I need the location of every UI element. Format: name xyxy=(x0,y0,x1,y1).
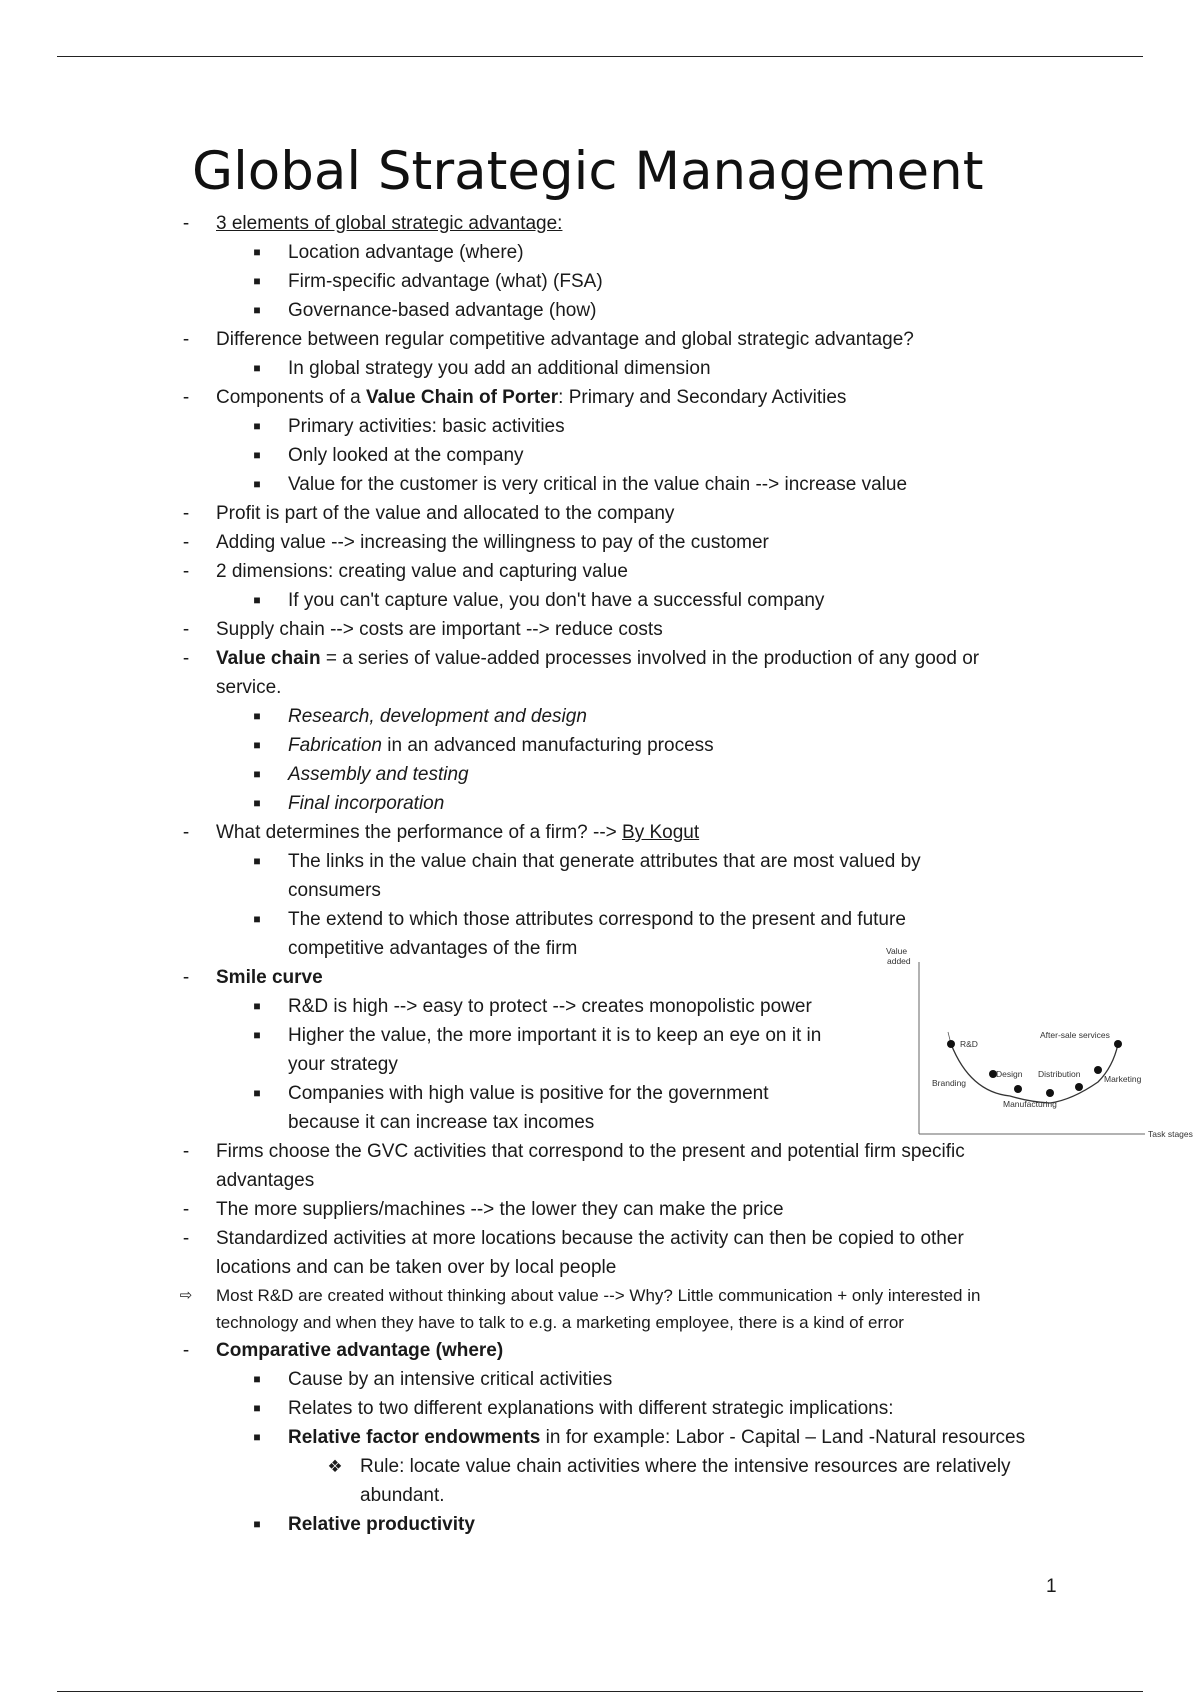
square-bullet: ■ xyxy=(253,912,261,926)
item-text: R&D is high --> easy to protect --> creates monopolistic power xyxy=(288,996,812,1017)
item-text: your strategy xyxy=(288,1054,398,1075)
bold-term: Value chain xyxy=(216,648,321,669)
list-item xyxy=(0,1394,1200,1423)
dash-bullet: - xyxy=(182,1228,190,1249)
smile-curve-line xyxy=(951,1044,1118,1103)
list-item xyxy=(0,586,1200,615)
list-item-continuation xyxy=(0,876,1200,905)
dash-bullet: - xyxy=(182,387,190,408)
list-item xyxy=(0,789,1200,818)
page-number: 1 xyxy=(1046,1576,1057,1597)
item-text: consumers xyxy=(288,880,381,901)
item-text: locations and can be taken over by local people xyxy=(216,1257,617,1278)
dash-bullet: - xyxy=(182,503,190,524)
text-run: in for example: Labor - Capital – Land -Natural resources xyxy=(540,1427,1026,1448)
list-item xyxy=(0,528,1200,557)
list-item xyxy=(0,760,1200,789)
item-text: Supply chain --> costs are important --> reduce costs xyxy=(216,619,663,640)
list-item-continuation xyxy=(0,1309,1200,1336)
square-bullet: ■ xyxy=(253,1372,261,1386)
label-branding: Branding xyxy=(932,1078,967,1088)
label-after-sale: After-sale services xyxy=(1040,1030,1110,1040)
label-distribution: Distribution xyxy=(1038,1069,1081,1079)
item-text: Cause by an intensive critical activities xyxy=(288,1369,613,1390)
square-bullet: ■ xyxy=(253,854,261,868)
item-text: 2 dimensions: creating value and capturing value xyxy=(216,561,628,582)
item-text: because it can increase tax incomes xyxy=(288,1112,595,1133)
bottom-rule xyxy=(57,1691,1143,1692)
item-text: Most R&D are created without thinking about value --> Why? Little communication + only interested in xyxy=(216,1286,981,1305)
list-item xyxy=(0,557,1200,586)
list-item xyxy=(0,383,1200,412)
point-manufacturing xyxy=(1046,1089,1054,1097)
dash-bullet: - xyxy=(182,1340,190,1361)
top-rule xyxy=(57,56,1143,57)
list-item xyxy=(0,1224,1200,1253)
item-text: Profit is part of the value and allocated to the company xyxy=(216,503,675,524)
item-text: Final incorporation xyxy=(288,793,445,814)
item-text: advantages xyxy=(216,1170,315,1191)
item-text: Firms choose the GVC activities that correspond to the present and potential firm specific xyxy=(216,1141,965,1162)
item-text: Companies with high value is positive for the government xyxy=(288,1083,769,1104)
list-item xyxy=(0,267,1200,296)
item-text: The links in the value chain that generate attributes that are most valued by xyxy=(288,851,921,872)
square-bullet: ■ xyxy=(253,999,261,1013)
bold-term: Relative factor endowments xyxy=(288,1427,541,1448)
point-after-sale xyxy=(1114,1040,1122,1048)
y-axis-label: Value xyxy=(886,946,908,956)
dash-bullet: - xyxy=(182,648,190,669)
list-item-continuation xyxy=(0,1481,1200,1510)
item-text xyxy=(216,383,846,412)
item-text: Relates to two different explanations with different strategic implications: xyxy=(288,1398,894,1419)
list-item-continuation xyxy=(0,1253,1200,1282)
list-item xyxy=(0,325,1200,354)
dash-bullet: - xyxy=(182,822,190,843)
bold-term: Value Chain of Porter xyxy=(365,387,559,408)
list-item xyxy=(0,441,1200,470)
list-item xyxy=(0,1365,1200,1394)
square-bullet: ■ xyxy=(253,1401,261,1415)
item-text: Adding value --> increasing the willingness to pay of the customer xyxy=(216,532,769,553)
square-bullet: ■ xyxy=(253,361,261,375)
y-axis-label: added xyxy=(887,956,911,966)
square-bullet: ■ xyxy=(253,477,261,491)
dash-bullet: - xyxy=(182,619,190,640)
label-marketing: Marketing xyxy=(1104,1074,1142,1084)
item-text: Governance-based advantage (how) xyxy=(288,300,597,321)
list-item-continuation xyxy=(0,1166,1200,1195)
list-item xyxy=(0,1336,1200,1365)
square-bullet: ■ xyxy=(253,738,261,752)
dash-bullet: - xyxy=(182,1141,190,1162)
arrow-bullet-icon: ⇨ xyxy=(179,1287,193,1304)
text-run: in an advanced manufacturing process xyxy=(382,735,714,756)
list-item xyxy=(0,1423,1200,1452)
list-item xyxy=(0,209,1200,238)
item-text: Research, development and design xyxy=(288,706,587,727)
list-item xyxy=(0,1510,1200,1539)
square-bullet: ■ xyxy=(253,1517,261,1531)
item-text: Assembly and testing xyxy=(288,764,469,785)
underlined-ref: By Kogut xyxy=(622,822,700,843)
list-item xyxy=(0,499,1200,528)
label-design: Design xyxy=(996,1069,1023,1079)
square-bullet: ■ xyxy=(253,245,261,259)
square-bullet: ■ xyxy=(253,1028,261,1042)
list-item xyxy=(0,1282,1200,1309)
square-bullet: ■ xyxy=(253,767,261,781)
list-item xyxy=(0,615,1200,644)
text-run: What determines the performance of a firm? --> xyxy=(216,822,623,843)
item-text: 3 elements of global strategic advantage: xyxy=(216,213,563,234)
item-text: If you can't capture value, you don't have a successful company xyxy=(288,590,825,611)
item-text: abundant. xyxy=(360,1485,445,1506)
item-text: Primary activities: basic activities xyxy=(288,416,565,437)
square-bullet: ■ xyxy=(253,1086,261,1100)
item-text: In global strategy you add an additional dimension xyxy=(288,358,711,379)
square-bullet: ■ xyxy=(253,709,261,723)
dash-bullet: - xyxy=(182,967,190,988)
list-item xyxy=(0,847,1200,876)
dash-bullet: - xyxy=(182,561,190,582)
smile-curve-figure xyxy=(880,942,1200,1142)
list-item xyxy=(0,702,1200,731)
list-item xyxy=(0,1452,1200,1481)
label-rd: R&D xyxy=(960,1039,978,1049)
list-item xyxy=(0,818,1200,847)
list-item xyxy=(0,731,1200,760)
item-text: Only looked at the company xyxy=(288,445,524,466)
item-text: Smile curve xyxy=(216,967,323,988)
square-bullet: ■ xyxy=(253,1430,261,1444)
text-run: = a series of value-added processes involved in the production of any good or xyxy=(320,648,980,669)
dash-bullet: - xyxy=(182,213,190,234)
list-item xyxy=(0,354,1200,383)
item-text: Standardized activities at more locations because the activity can then be copied to other xyxy=(216,1228,964,1249)
label-manufacturing: Manufacturing xyxy=(1003,1099,1057,1109)
text-run: Components of a xyxy=(216,387,366,408)
list-item xyxy=(0,905,1200,934)
square-bullet: ■ xyxy=(253,796,261,810)
item-text: The extend to which those attributes correspond to the present and future xyxy=(288,909,906,930)
item-text xyxy=(216,644,1054,673)
point-distribution xyxy=(1075,1083,1083,1091)
point-marketing xyxy=(1094,1066,1102,1074)
dash-bullet: - xyxy=(182,532,190,553)
item-text: Comparative advantage (where) xyxy=(216,1340,504,1361)
list-item-continuation xyxy=(0,673,1200,702)
item-text: The more suppliers/machines --> the lower they can make the price xyxy=(216,1199,784,1220)
italic-term: Fabrication xyxy=(288,735,382,756)
item-text: Firm-specific advantage (what) (FSA) xyxy=(288,271,603,292)
square-bullet: ■ xyxy=(253,303,261,317)
square-bullet: ■ xyxy=(253,419,261,433)
notes-body xyxy=(0,209,1200,1539)
diamond-bullet-icon: ❖ xyxy=(327,1457,343,1476)
page-title: Global Strategic Management xyxy=(192,141,984,202)
square-bullet: ■ xyxy=(253,448,261,462)
point-design xyxy=(1014,1085,1022,1093)
item-text xyxy=(288,731,714,760)
item-text: Difference between regular competitive advantage and global strategic advantage? xyxy=(216,329,914,350)
item-text: Higher the value, the more important it is to keep an eye on it in xyxy=(288,1025,822,1046)
item-text: Location advantage (where) xyxy=(288,242,524,263)
dash-bullet: - xyxy=(182,329,190,350)
item-text: service. xyxy=(216,677,282,698)
point-rd xyxy=(947,1040,955,1048)
item-text xyxy=(288,1423,1025,1452)
list-item xyxy=(0,644,1200,673)
item-text: Rule: locate value chain activities where the intensive resources are relatively xyxy=(360,1456,1011,1477)
dash-bullet: - xyxy=(182,1199,190,1220)
item-text: competitive advantages of the firm xyxy=(288,938,578,959)
list-item xyxy=(0,412,1200,441)
list-item xyxy=(0,296,1200,325)
item-text: Value for the customer is very critical in the value chain --> increase value xyxy=(288,474,908,495)
list-item xyxy=(0,1195,1200,1224)
item-text: technology and when they have to talk to e.g. a marketing employee, there is a kind of error xyxy=(216,1313,904,1332)
item-text: Relative productivity xyxy=(288,1514,475,1535)
x-axis-label: Task stages xyxy=(1148,1129,1193,1139)
list-item xyxy=(0,470,1200,499)
text-run: : Primary and Secondary Activities xyxy=(558,387,847,408)
square-bullet: ■ xyxy=(253,274,261,288)
list-item xyxy=(0,238,1200,267)
item-text xyxy=(216,818,699,847)
square-bullet: ■ xyxy=(253,593,261,607)
